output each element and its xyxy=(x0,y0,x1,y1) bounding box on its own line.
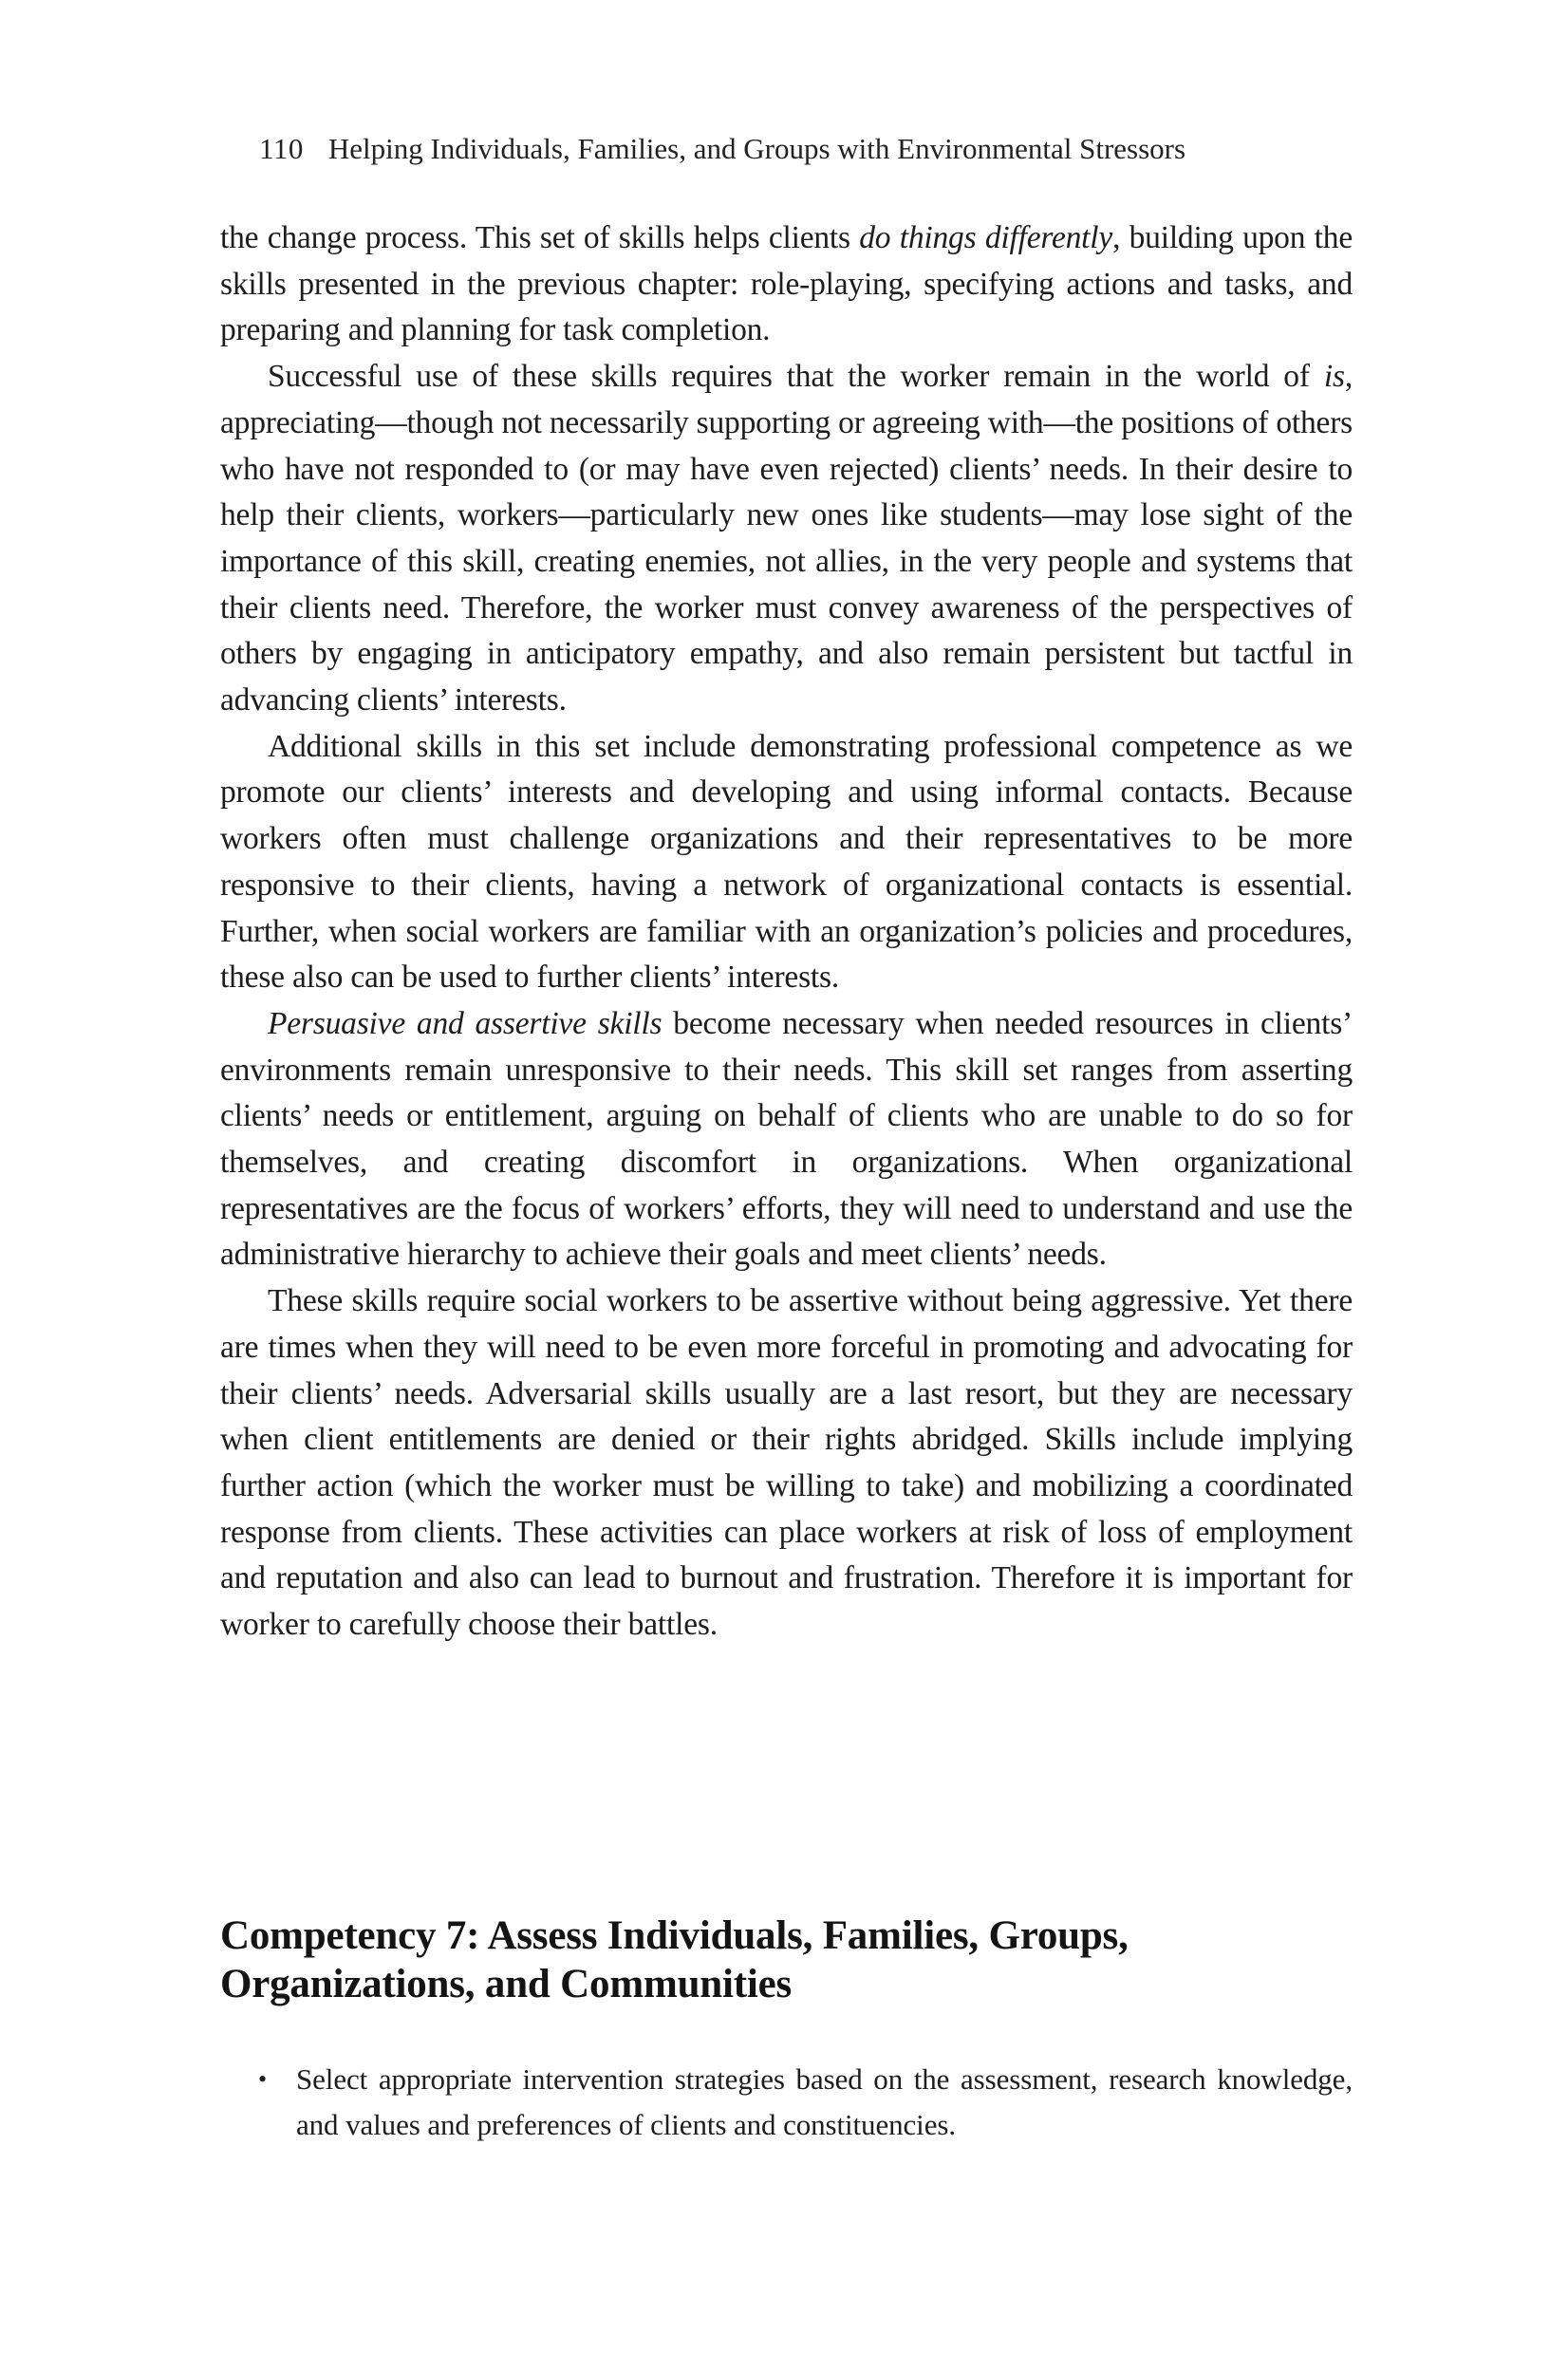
paragraph-2-text-cont: , appreciating—though not necessarily supporting or agreeing with—the positions of others who have not responded to (or may have even rejected) clients’ needs. In their desire to help their clients, workers—particularly new ones like students—may lose sight of the importance of this skill, creating enemies, not allies, in the very people and systems that their clients need. Therefore, the worker must convey awareness of the perspectives of others by engaging in anticipatory empathy, and also remain persistent but tactful in advancing clients’ interests. xyxy=(220,359,1353,718)
paragraph-2 xyxy=(220,354,1353,724)
italic-phrase-is: is xyxy=(1323,359,1345,395)
bullet-marker-icon: • xyxy=(258,2065,268,2093)
page-number: 110 xyxy=(259,132,304,165)
bullet-list xyxy=(258,2057,1353,2148)
list-item xyxy=(258,2057,1353,2148)
section-heading xyxy=(220,1912,1407,2008)
running-title: Helping Individuals, Families, and Groups with Environmental Stressors xyxy=(327,132,1186,165)
paragraph-3 xyxy=(220,724,1353,1001)
section-heading-line-1: Competency 7: Assess Individuals, Families, Groups, xyxy=(220,1913,1129,1958)
paragraph-3-text: Additional skills in this set include demonstrating professional competence as we promote our clients’ interests and developing and using informal contacts. Because workers often must challenge organizations and their representatives to be more responsive to their clients, having a network of organizational contacts is essential. Further, when social workers are familiar with an organization’s policies and procedures, these also can be used to further clients’ interests. xyxy=(220,728,1353,996)
paragraph-4-text: become necessary when needed resources in clients’ environments remain unresponsive to their needs. This skill set ranges from asserting clients’ needs or entitlement, arguing on behalf of clients who are unable to do so for themselves, and creating discomfort in organizations. When organizational representatives are the focus of workers’ efforts, they will need to understand and use the administrative hierarchy to achieve their goals and meet clients’ needs. xyxy=(220,1005,1353,1273)
paragraph-1 xyxy=(220,215,1353,354)
section-heading-line-2: Organizations, and Communities xyxy=(220,1962,793,2006)
bullet-item-text: Select appropriate intervention strategies based on the assessment, research knowledge, and values and preferences of clients and constituencies. xyxy=(296,2062,1353,2141)
paragraph-5 xyxy=(220,1278,1353,1649)
paragraph-1-text: the change process. This set of skills helps clients xyxy=(220,220,860,255)
running-head xyxy=(259,129,1185,169)
italic-phrase-do-things-differently: do things differently xyxy=(859,220,1113,255)
body-text xyxy=(220,215,1353,1649)
italic-phrase-persuasive-and-assertive-skills: Persuasive and assertive skills xyxy=(268,1005,663,1041)
paragraph-2-text: Successful use of these skills requires that the worker remain in the world of xyxy=(268,359,1324,395)
paragraph-1-text-cont: , building upon the skills presented in the previous chapter: role-playing, specifying actions and tasks, and preparing and planning for task completion. xyxy=(220,220,1353,348)
paragraph-4 xyxy=(220,1001,1353,1278)
paragraph-5-text: These skills require social workers to be assertive without being aggressive. Yet there are times when they will need to be even more forceful in promoting and advocating for their clients’ needs. Adversarial skills usually are a last resort, but they are necessary when client entitlements are denied or their rights abridged. Skills include implying further action (which the worker must be willing to take) and mobilizing a coordinated response from clients. These activities can place workers at risk of loss of employment and reputation and also can lead to burnout and frustration. Therefore it is important for worker to carefully choose their battles. xyxy=(220,1283,1353,1643)
